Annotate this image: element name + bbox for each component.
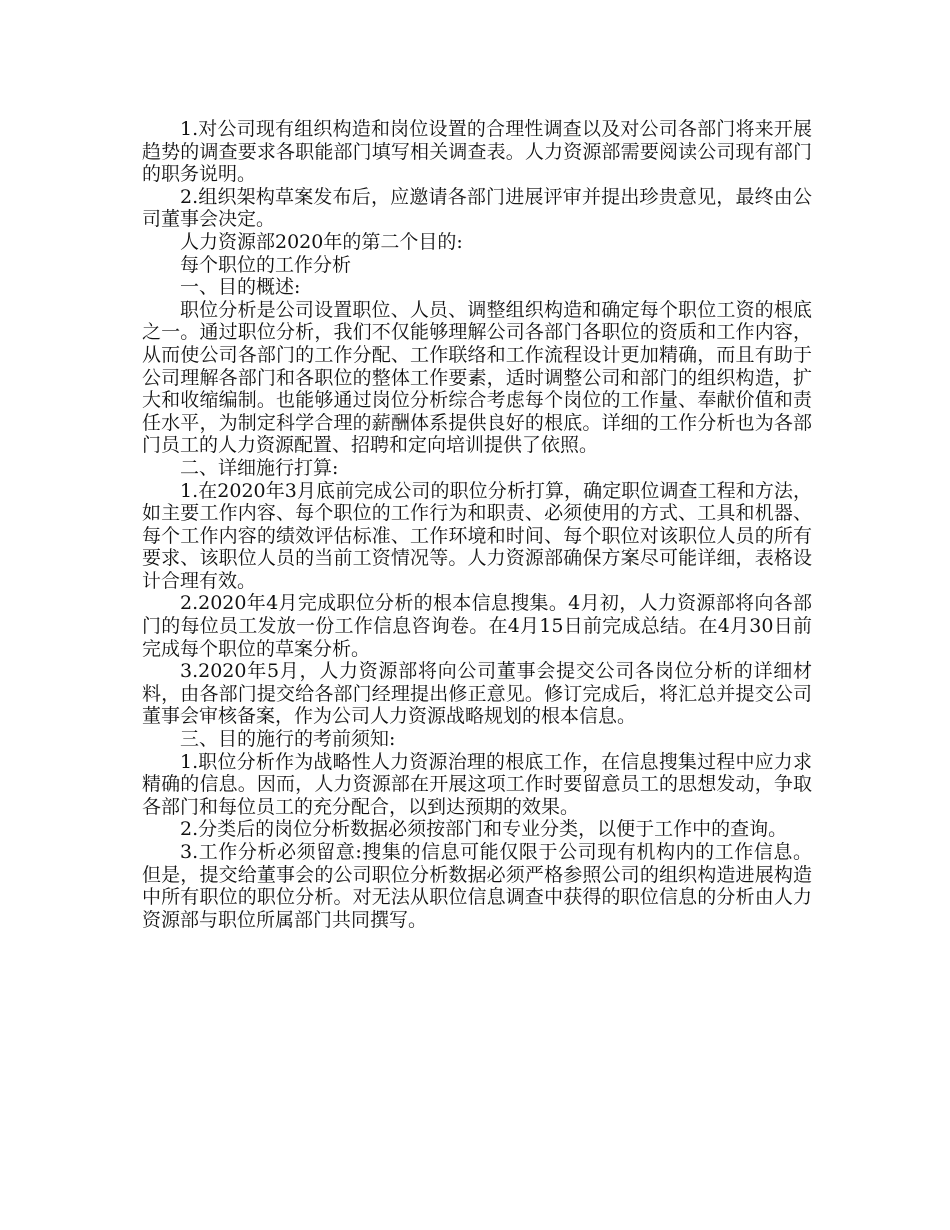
paragraph-overview: 职位分析是公司设置职位、人员、调整组织构造和确定每个职位工资的根底之一。通过职位分析，我们不仅能够理解公司各部门各职位的资质和工作内容，从而使公司各部门的工作分配、工作联络和工作流程设计更加精确，而且有助于公司理解各部门和各职位的整体工作要素，适时调整公司和部门的组织构造，扩大和收缩编制。也能够通过岗位分析综合考虑每个岗位的工作量、奉献价值和责任水平，为制定科学合理的薪酬体系提供良好的根底。详细的工作分析也为各部门员工的人力资源配置、招聘和定向培训提供了依照。 — [142, 298, 812, 457]
paragraph-item-1: 1.对公司现有组织构造和岗位设置的合理性调查以及对公司各部门将来开展趋势的调查要求各职能部门填写相关调查表。人力资源部需要阅读公司现有部门的职务说明。 — [142, 118, 812, 186]
section-subheading-job-analysis: 每个职位的工作分析 — [180, 253, 352, 276]
paragraph-notes-item-3: 3.工作分析必须留意:搜集的信息可能仅限于公司现有机构内的工作信息。但是，提交给董事会的公司职位分析数据必须严格参照公司的组织构造进展构造中所有职位的职位分析。对无法从职位信息调查中获得的职位信息的分析由人力资源部与职位所属部门共同撰写。 — [142, 841, 812, 931]
paragraph-notes-item-2: 2.分类后的岗位分析数据必须按部门和专业分类，以便于工作中的查询。 — [180, 818, 788, 841]
section-heading-implementation-plan: 二、详细施行打算: — [180, 456, 339, 479]
paragraph-plan-item-1: 1.在2020年3月底前完成公司的职位分析打算，确定职位调查工程和方法，如主要工作内容、每个职位的工作行为和职责、必须使用的方式、工具和机器、每个工作内容的绩效评估标准、工作环境和时间、每个职位对该职位人员的所有要求、该职位人员的当前工资情况等。人力资源部确保方案尽可能详细，表格设计合理有效。 — [142, 479, 812, 592]
paragraph-plan-item-2: 2.2020年4月完成职位分析的根本信息搜集。4月初，人力资源部将向各部门的每位员工发放一份工作信息咨询卷。在4月15日前完成总结。在4月30日前完成每个职位的草案分析。 — [142, 592, 812, 660]
section-heading-goal-two: 人力资源部2020年的第二个目的: — [180, 230, 463, 253]
document-body — [142, 118, 812, 931]
section-heading-overview: 一、目的概述: — [180, 276, 301, 299]
paragraph-plan-item-3: 3.2020年5月，人力资源部将向公司董事会提交公司各岗位分析的详细材料，由各部门提交给各部门经理提出修正意见。修订完成后，将汇总并提交公司董事会审核备案，作为公司人力资源战略规划的根本信息。 — [142, 660, 812, 728]
paragraph-notes-item-1: 1.职位分析作为战略性人力资源治理的根底工作，在信息搜集过程中应力求精确的信息。因而，人力资源部在开展这项工作时要留意员工的思想发动，争取各部门和每位员工的充分配合，以到达预期的效果。 — [142, 750, 812, 818]
paragraph-item-2: 2.组织架构草案发布后，应邀请各部门进展评审并提出珍贵意见，最终由公司董事会决定。 — [142, 185, 812, 231]
section-heading-notes: 三、目的施行的考前须知: — [180, 728, 396, 751]
